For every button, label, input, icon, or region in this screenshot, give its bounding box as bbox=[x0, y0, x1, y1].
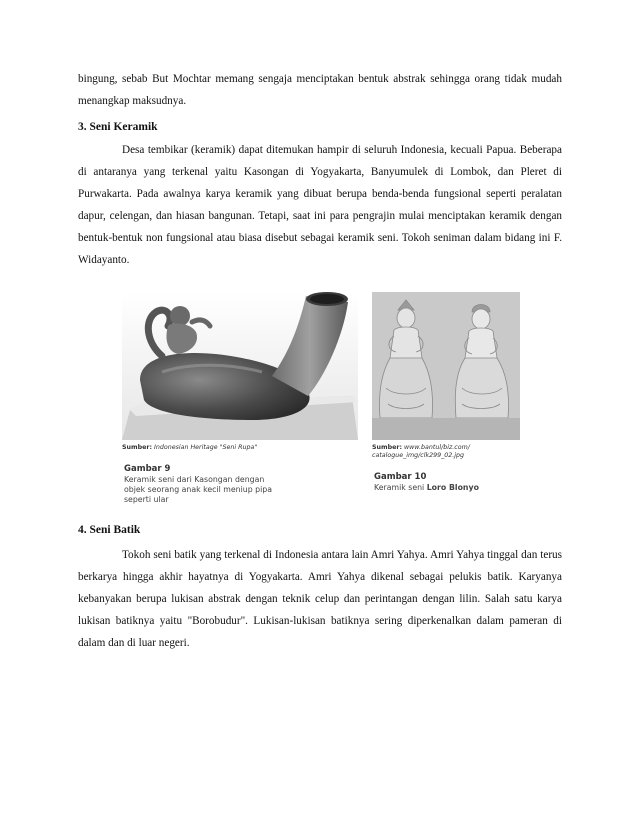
figure-10-title: Gambar 10 bbox=[374, 472, 427, 482]
figure-9-description-line2: objek seorang anak kecil meniup pipa bbox=[124, 485, 272, 494]
section-heading-keramik: 3. Seni Keramik bbox=[78, 121, 158, 133]
figure-10-source-line2: catalogue_img/clk299_02.jpg bbox=[372, 452, 465, 459]
figure-9-source bbox=[122, 444, 257, 452]
figure-10-description-bold: Loro Blonyo bbox=[426, 483, 479, 492]
figure-10-source-label: Sumber: bbox=[372, 444, 402, 451]
keramik-paragraph: Desa tembikar (keramik) dapat ditemukan hampir di seluruh Indonesia, kecuali Papua. Beberapa di antaranya yang terkenal yaitu Kasongan di Yogyakarta, Banyumulek di Lombok, dan Pleret di Purwakarta. Pada awalnya karya keramik yang dibuat berupa benda-benda fungsional seperti peralatan dapur, celengan, dan hiasan bangunan. Tetapi, saat ini para pengrajin mulai menciptakan keramik dengan bentuk-bentuk non fungsional atau biasa disebut sebagai keramik seni. Tokoh seniman dalam bidang ini F. Widayanto. bbox=[78, 144, 562, 266]
figure-10-source bbox=[372, 444, 470, 452]
section-heading-batik: 4. Seni Batik bbox=[78, 524, 141, 536]
figure-9-description-line1: Keramik seni dari Kasongan dengan bbox=[124, 475, 265, 484]
figure-10-description bbox=[374, 483, 479, 493]
figure-10 bbox=[372, 292, 522, 512]
figure-10-source-line1: www.bantul/biz.com/ bbox=[404, 444, 470, 451]
figure-9-source-text: Indonesian Heritage "Seni Rupa" bbox=[154, 444, 258, 451]
kasongan-ceramic-image bbox=[122, 292, 358, 440]
loro-blonyo-image bbox=[372, 292, 520, 440]
figure-10-description-prefix: Keramik seni bbox=[374, 483, 425, 492]
figure-9-title: Gambar 9 bbox=[124, 464, 171, 474]
figure-9-description-line3: seperti ular bbox=[124, 495, 169, 504]
figure-9-source-label: Sumber: bbox=[122, 444, 152, 451]
intro-block bbox=[78, 68, 562, 112]
section-seni-batik bbox=[78, 520, 562, 654]
intro-paragraph: bingung, sebab But Mochtar memang sengaja menciptakan bentuk abstrak sehingga orang tidak mudah menangkap maksudnya. bbox=[78, 73, 562, 107]
batik-paragraph: Tokoh seni batik yang terkenal di Indonesia antara lain Amri Yahya. Amri Yahya tinggal dan terus berkarya hingga akhir hayatnya di Yogyakarta. Amri Yahya dikenal sebagai pelukis batik. Karyanya kebanyakan berupa lukisan abstrak dengan teknik celup dan perintangan dengan lilin. Salah satu karya lukisan batiknya yaitu "Borobudur". Lukisan-lukisan batiknya sering diperkenalkan dalam pameran di dalam dan di luar negeri. bbox=[78, 549, 562, 649]
figure-9 bbox=[122, 292, 358, 512]
section-seni-keramik bbox=[78, 117, 562, 271]
